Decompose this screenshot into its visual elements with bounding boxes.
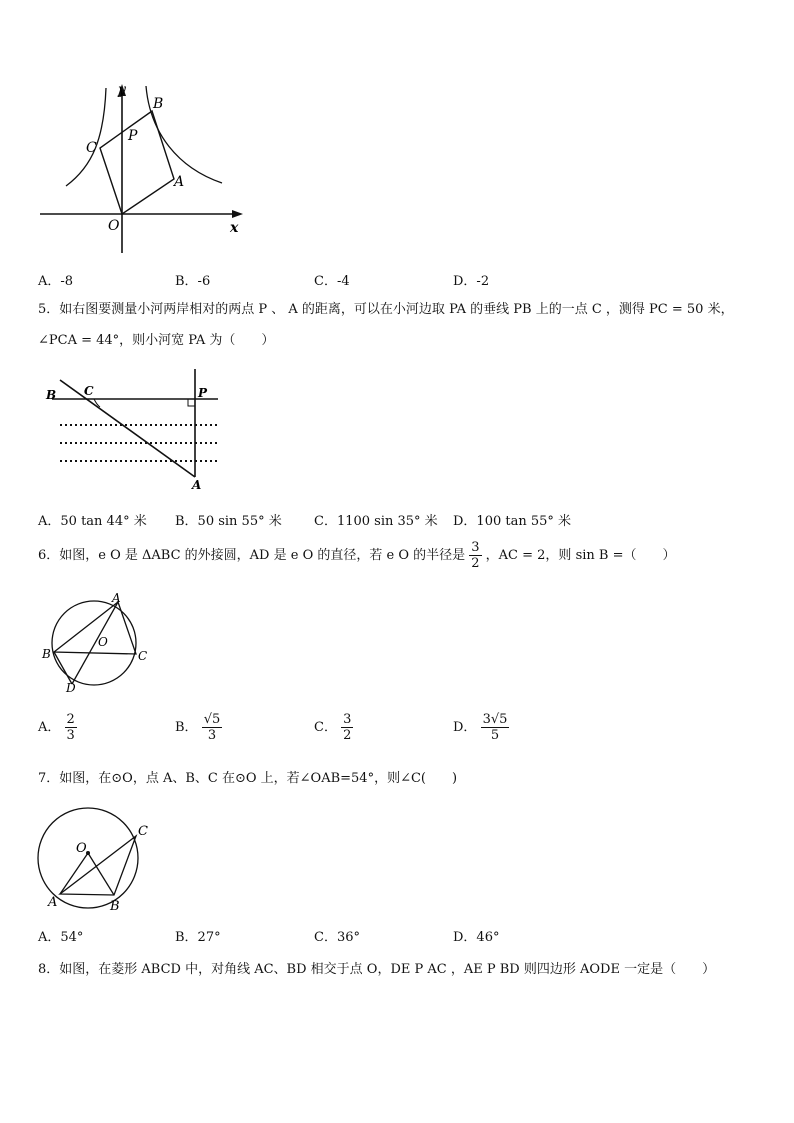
b-label: B [153,96,164,112]
a-label: A [48,895,58,910]
q6-option-c[interactable] [314,712,353,743]
q6-radius-den: 2 [471,556,480,571]
q6-option-a-num: 2 [66,712,75,727]
b-label: B [46,388,57,402]
p-label: P [128,128,138,144]
q5-option-c[interactable]: C．1100 sin 35° 米 [314,514,438,529]
q7-option-d[interactable]: D．46° [453,930,500,945]
q6-option-d[interactable] [453,712,509,743]
q8-stem: 8．如图，在菱形 ABCD 中，对角线 AC、BD 相交于点 O，DE P AC ，AE P BD 则四边形 AODE 一定是（ ） [38,962,716,977]
c-label: C [138,824,148,839]
square-oabc [100,111,174,214]
b-label: B [110,899,120,914]
o-label: O [76,841,87,856]
q6-radius-fraction [469,540,481,571]
diameter-ad [72,602,118,684]
q6-option-c-label: C． [314,720,337,735]
q6-option-c-den: 2 [343,728,352,743]
q4-option-c[interactable]: C．-4 [314,274,350,289]
q5-option-b[interactable]: B．50 sin 55° 米 [175,514,282,529]
q7-option-c[interactable]: C．36° [314,930,360,945]
q7-option-b[interactable]: B．27° [175,930,221,945]
q6-option-d-den: 5 [490,728,500,743]
line-ca [60,380,195,477]
triangle-abc [60,836,136,895]
q6-option-b[interactable] [175,712,222,743]
q6-option-b-den: 3 [207,728,217,743]
x-axis-arrow [232,210,243,218]
segment-bd [54,652,72,684]
q6-radius-num: 3 [471,540,480,555]
o-label: O [98,635,108,649]
q4-option-a[interactable]: A．-8 [38,274,74,289]
q6-option-c-num: 3 [343,712,352,727]
q7-option-a[interactable]: A．54° [38,930,84,945]
q4-option-d[interactable]: D．-2 [453,274,490,289]
segment-oa [60,853,88,894]
q7-stem: 7．如图，在⊙O，点 A、B、C 在⊙O 上，若∠OAB=54°，则∠C( ) [38,771,458,786]
x-label: x [230,220,239,236]
q6-stem [38,540,675,571]
q6-option-d-num: 3√5 [482,712,508,727]
q5-option-d[interactable]: D．100 tan 55° 米 [453,514,572,529]
o-label: O [108,218,120,234]
p-label: P [198,386,208,400]
q5-figure [42,365,227,495]
q6-option-a-den: 3 [66,728,75,743]
c-label: C [138,649,148,663]
q5-option-a[interactable]: A．50 tan 44° 米 [38,514,147,529]
a-label: A [112,591,121,605]
y-label: y [118,82,126,98]
q6-stem-before: 6．如图，e O 是 ΔABC 的外接圆，AD 是 e O 的直径，若 e O 的半径是 [38,548,466,563]
q6-option-b-label: B． [175,720,198,735]
a-label: A [174,174,185,190]
c-label: C [86,140,97,156]
a-label: A [192,478,202,492]
q6-stem-after: ，AC = 2，则 sin B =（ ） [485,548,676,563]
q5-stem-line1: 5．如右图要测量小河两岸相对的两点 P 、 A 的距离，可以在小河边取 PA 的垂线 PB 上的一点 C ，测得 PC = 50 米， [38,302,734,317]
right-angle-mark [188,399,195,406]
q6-option-a[interactable] [38,712,77,743]
q4-option-b[interactable]: B．-6 [175,274,211,289]
b-label: B [42,647,51,661]
q7-figure [36,802,166,914]
q6-figure [40,590,160,695]
d-label: D [66,681,76,695]
q5-stem-line2: ∠PCA = 44°，则小河宽 PA 为（ ） [38,333,275,348]
q6-option-a-label: A． [38,720,61,735]
hyperbola-left [66,88,106,186]
c-label: C [84,384,94,398]
q4-figure [38,78,248,258]
q6-option-b-num: √5 [203,712,221,727]
segment-ob [88,853,114,895]
q6-option-d-label: D． [453,720,477,735]
circle-o [38,808,138,908]
triangle-abc [54,602,136,654]
